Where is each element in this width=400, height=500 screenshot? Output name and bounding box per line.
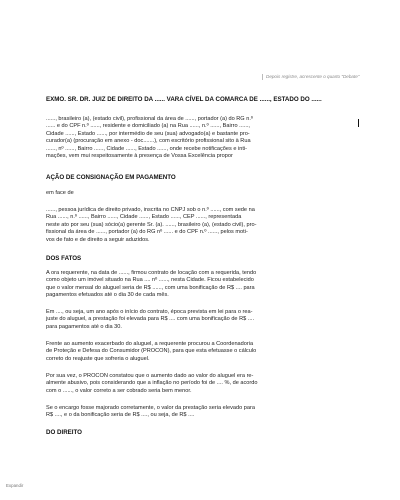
facts-paragraph-3: Frente ao aumento exacerbado do aluguel, a requerente procurou a Coordenadoria de Proteção e Defesa do Consumidor (PROCON), para que esta efetuasse o cálculo correto do reajuste que sofreria o aluguel. (46, 341, 257, 362)
facts-paragraph-2: Em ...., ou seja, um ano após o início do contrato, época prevista em lei para o rea- juste do aluguel, a prestação foi elevada para R$ .... com uma bonificação de R$ .... para pagamentos até o dia 30. (46, 309, 255, 330)
expand-link[interactable]: Expandir (6, 483, 24, 488)
margin-note: Depois registre, acrescente o quarto "Debate" (262, 74, 374, 80)
defendant-paragraph: ......, pessoa jurídica de direito privado, inscrita no CNPJ sob o n.º ......, com sede na Rua ......, n.º ......, Bairro ......, Cidade ......, Estado ......, CEP ......, representada neste ato por seu (sua) sócio(a) gerente Sr. (a). ......, brasileiro (a), (estado civil), pro- fissional da área de ......, portador (a) do RG nº ...... e do CPF n.º ......, pelos moti- vos de fato e de direito a seguir aduzidos. (46, 207, 257, 243)
action-title: AÇÃO DE CONSIGNAÇÃO EM PAGAMENTO (46, 174, 176, 181)
law-title: DO DIREITO (46, 429, 82, 436)
facts-paragraph-4: Por sua vez, o PROCON constatou que o aumento dado ao valor do aluguel era re- almente abusivo, pois considerando que a inflação no período foi de .... %, de acordo com o ......, o valor correto a ser cobrado seria bem menor. (46, 373, 258, 394)
text-cursor (358, 119, 359, 127)
facts-paragraph-1: A ora requerente, na data de ......, firmou contrato de locação com a requerida, tendo como objeto um imóvel situado na Rua .... nº ......, nesta Cidade. Ficou estabelecido que o valor mensal do aluguel seria de R$ ......, com uma bonificação de R$ .... para pagamentos efetuados até o dia 30 de cada mês. (46, 270, 257, 299)
document-title: EXMO. SR. DR. JUIZ DE DIREITO DA ...... VARA CÍVEL DA COMARCA DE ......, ESTADO DO ...... (46, 96, 322, 103)
facts-title: DOS FATOS (46, 255, 82, 262)
facts-paragraph-5: Se o encargo fosse majorado corretamente, o valor da prestação seria elevado para R$ ...., e o da bonificação seria de R$ ...., ou seja, de R$ .... (46, 405, 255, 419)
against-text: em face de (46, 190, 74, 196)
intro-paragraph: ......, brasileiro (a), (estado civil), profissional da área de ......, portador (a) do RG n.º ...... e do CPF n.º ......, residente e domiciliado (a) na Rua ......, n.º ......, Bairro ......, Cidade ......, Estado ......, por intermédio de seu (sua) advogado(a) e bastante pro- curador(a) (procuração em anexo - doc.......), com escritório profissional sito à Rua ......, nº ......, Bairro ......, Cidade ......, Estado ......, onde recebe notificações e inti- mações, vem mui respeitosamente à presença de Vossa Excelência propor (46, 116, 253, 160)
